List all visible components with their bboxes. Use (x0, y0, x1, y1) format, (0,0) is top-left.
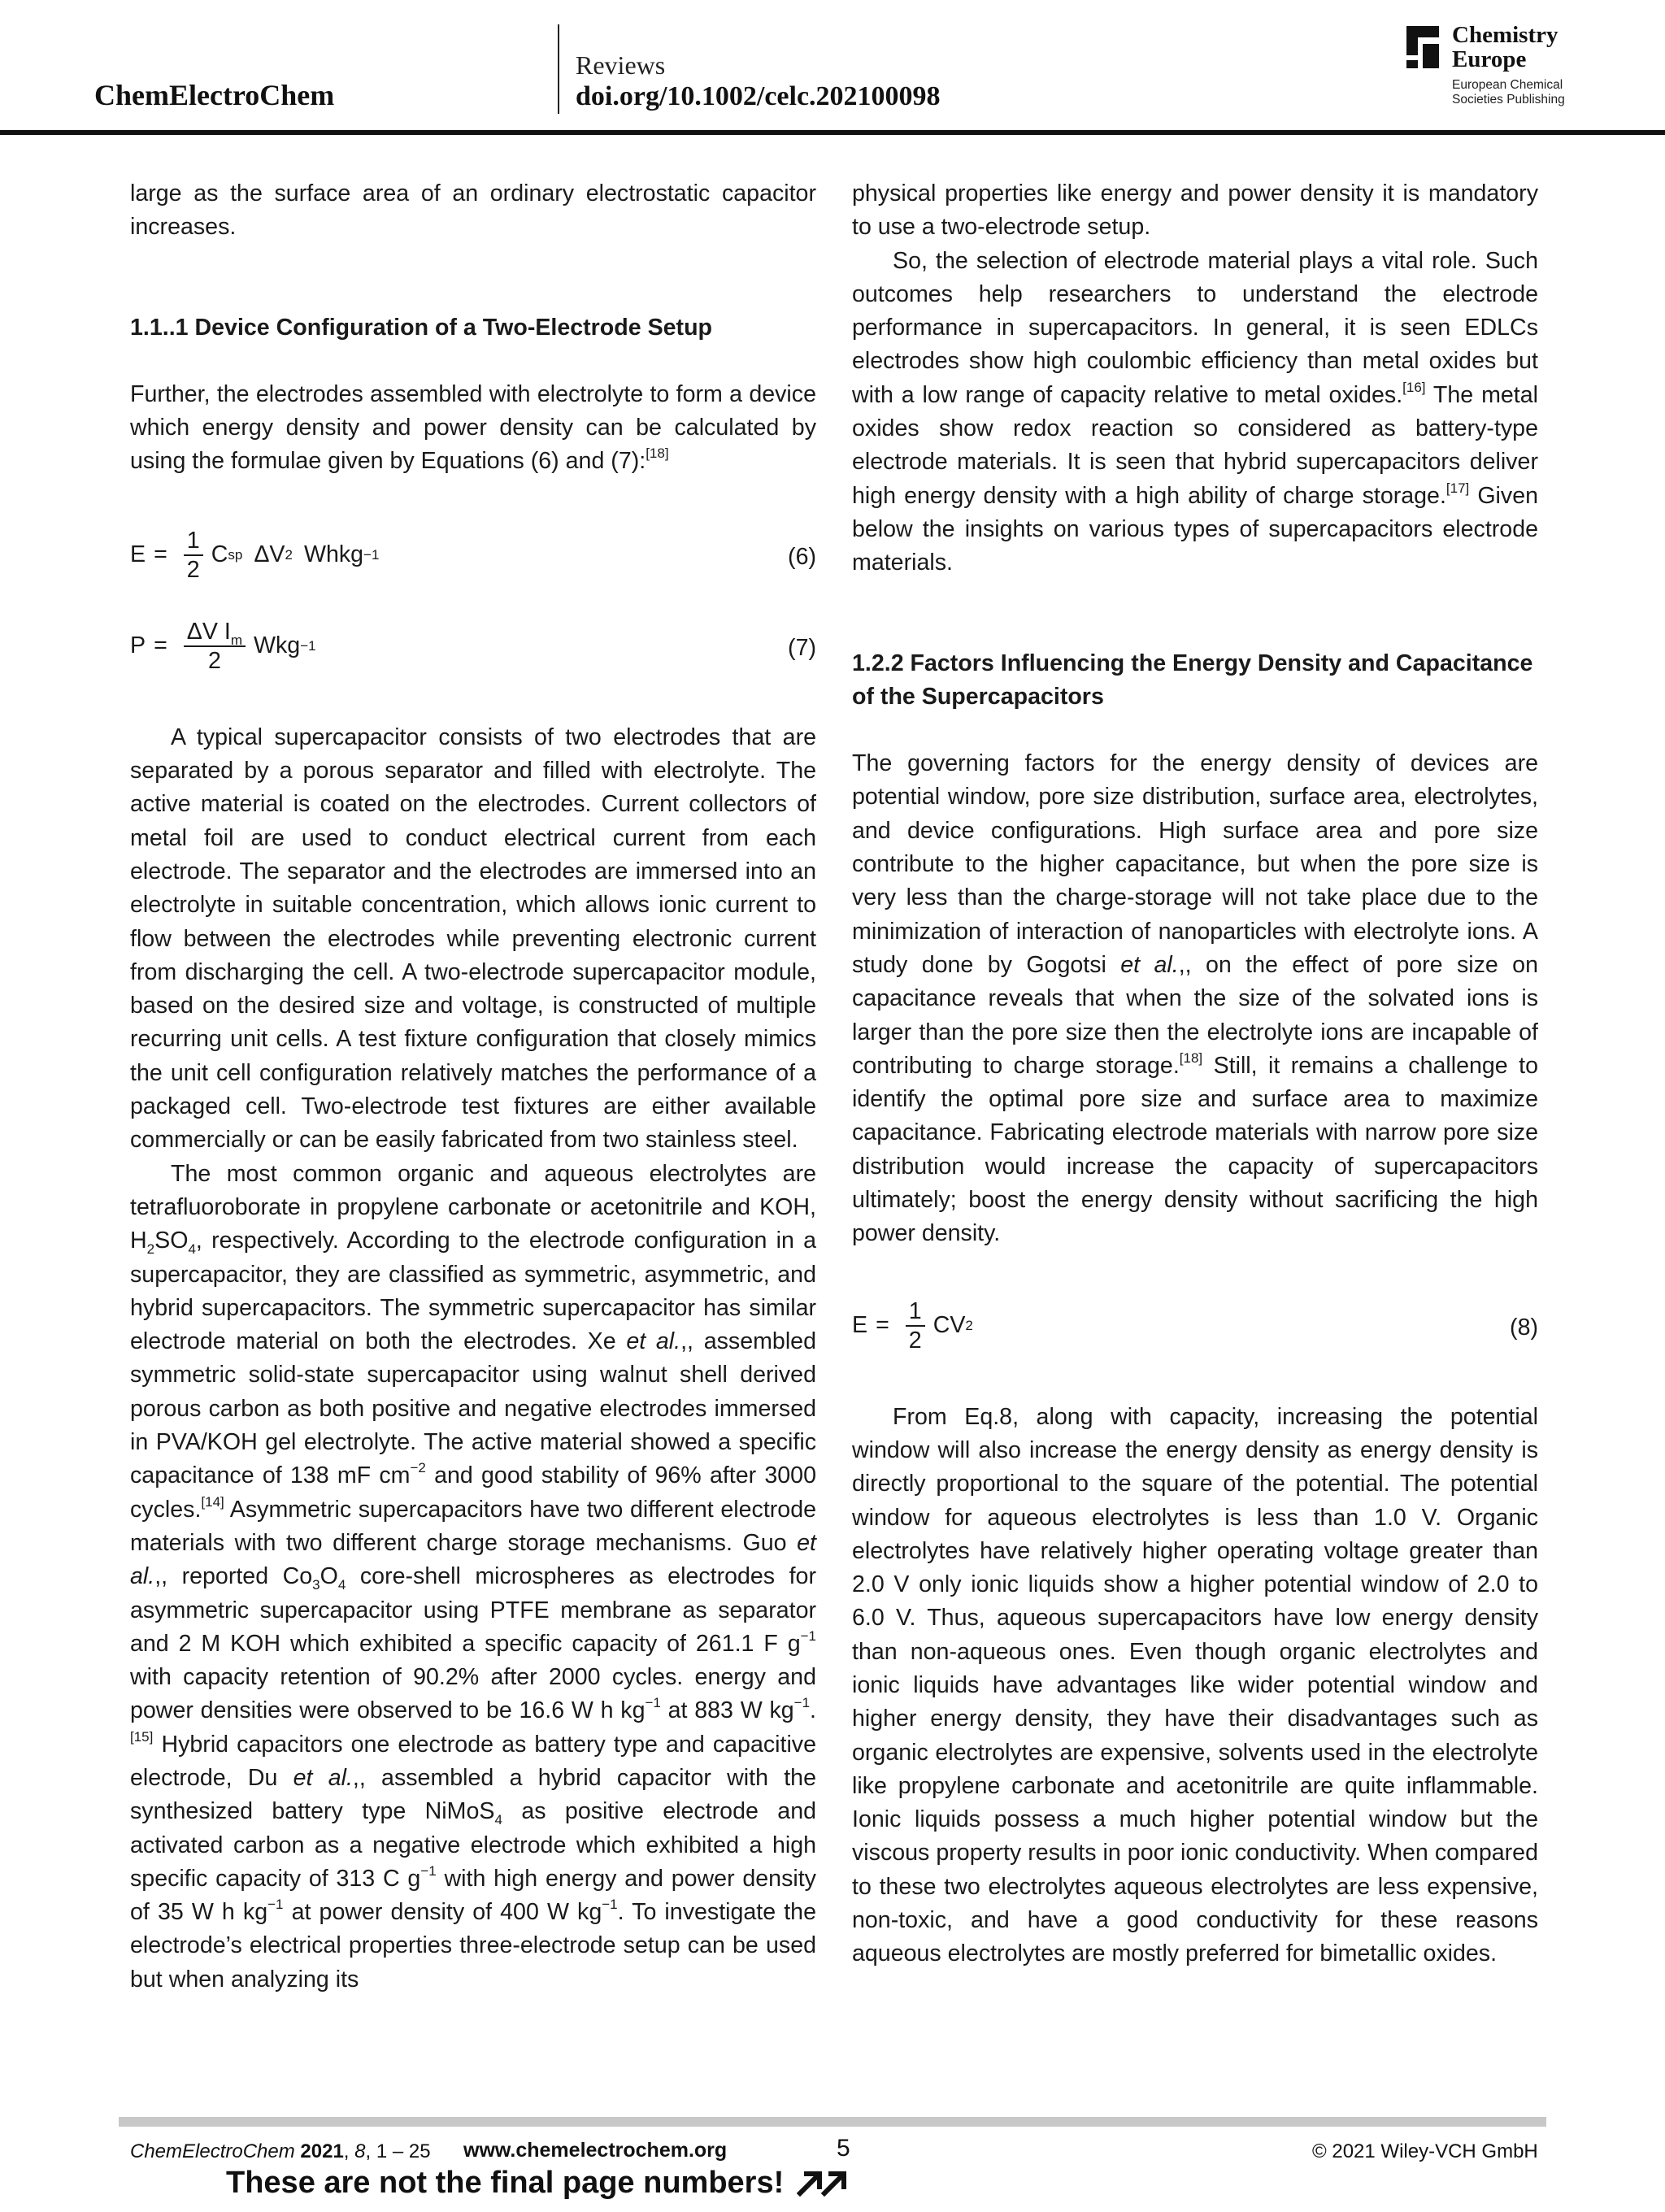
double-arrow-icon (795, 2167, 852, 2198)
equation-8: E = $\frac{1}{2}$ CV 2 (8) (852, 1297, 1538, 1354)
chemistry-europe-logo-icon (1406, 26, 1439, 68)
page-number-notice: These are not the final page numbers! (226, 2166, 785, 2200)
citation[interactable]: [18] (646, 445, 669, 462)
equation-6: E = $\frac{1}{2}$ C sp ΔV 2 Whkg −1 (6) (130, 527, 816, 583)
paragraph: The most common organic and aqueous electrolytes are tetrafluoroborate in propylene carbonate or acetonitrile and KOH, $H_2SO_4$, respectively. According to the electrode configuration in a supercapacitor, they are classified as symmetric, asymmetric, and hybrid supercapacitors. The symmetric supercapacitor has similar electrode material on both the electrodes. Xe et al.,, assembled symmetric solid-state supercapacitor using walnut shell derived porous carbon as both positive and negative electrodes immersed in PVA/KOH gel electrolyte. The active material showed a specific capacitance of 138 mF $cm^{-2}$ and good stability of 96% after 3000 cycles.[14] Asymmetric supercapacitors have two different electrode materials with two different charge storage mechanisms. Guo et al.,, reported $Co_3O_4$ core-shell microspheres as electrodes for asymmetric supercapacitor using PTFE membrane as separator and 2 M KOH which exhibited a specific capacity of 261.1 F $g^{-1}$ with capacity retention of 90.2% after 2000 cycles. energy and power densities were observed to be 16.6 W h $kg^{-1}$ at 883 W $kg^{-1}.[15]$ Hybrid capacitors one electrode as battery type and capacitive electrode, Du et al.,, assembled a hybrid capacitor with the synthesized battery type NiMoS$_4$ as positive electrode and activated carbon as a negative electrode which exhibited a high specific capacity of 313 C $g^{-1}$ with high energy and power density of 35 W h $kg^{-1}$ at power density of 400 W $kg^{-1}$. To investigate the electrode’s electrical properties three-electrode setup can be used but when analyzing its (130, 1160, 816, 1993)
equation-7: P = $\frac{\Delta V I_m}{2}$ Wkg −1 (7) (130, 618, 816, 674)
paragraph: large as the surface area of an ordinary electrostatic capacitor increases. (130, 180, 816, 241)
paragraph: Further, the electrodes assembled with electrolyte to form a device which energy density and power density can be calculated by using the formulae given by Equations (6) and (7):[18] (130, 380, 816, 475)
citation[interactable]: [14] (201, 1493, 224, 1510)
publisher-name: Chemistry Europe (1452, 22, 1558, 72)
footer-rule (119, 2117, 1546, 2127)
journal-name: ChemElectroChem (94, 79, 335, 111)
section-heading: 1.2.2 Factors Influencing the Energy Density and Capacitance of the Supercapacitors (852, 650, 1533, 710)
copyright: © 2021 Wiley-VCH GmbH (1312, 2140, 1538, 2162)
equation-number: (7) (788, 634, 816, 661)
header-rule (0, 130, 1665, 135)
doi-link[interactable]: doi.org/10.1002/celc.202100098 (576, 81, 941, 111)
equation-number: (8) (1510, 1314, 1538, 1341)
section-heading: 1.1..1 Device Configuration of a Two-Electrode Setup (130, 314, 713, 341)
paragraph: From Eq.8, along with capacity, increasing the potential window will also increase the energy density as energy density is directly proportional to the square of the potential. The potential window for aqueous electrolytes is less than 1.0 V. Organic electrolytes have relatively higher operating voltage greater than 2.0 V only ionic liquids show a higher potential window of 2.0 to 6.0 V. Thus, aqueous supercapacitors have low energy density than non-aqueous ones. Even though organic electrolytes and ionic liquids have advantages like wider potential window and higher energy density, they have their disadvantages such as organic electrolytes are expensive, solvents used in the electrolyte like propylene carbonate and acetonitrile are quite inflammable. Ionic liquids possess a much higher potential window but the viscous property results in poor ionic conductivity. When compared to these two electrolytes aqueous electrolytes are less expensive, non-toxic, and have a good conductivity for these reasons aqueous electrolytes are mostly preferred for bimetallic oxides. (852, 1403, 1538, 1967)
paragraph: physical properties like energy and power density it is mandatory to use a two-electrode setup. (852, 180, 1538, 241)
paragraph: A typical supercapacitor consists of two electrodes that are separated by a porous separator and filled with electrolyte. The active material is coated on the electrodes. Current collectors of metal foil are used to conduct electrical current from each electrode. The separator and the electrodes are immersed into an electrolyte in suitable concentration, which allows ionic current to flow between the electrodes while preventing electronic current from discharging the cell. A two-electrode supercapacitor module, based on the desired size and voltage, is constructed of multiple recurring unit cells. A test fixture configuration that closely mimics the unit cell configuration relatively matches the performance of a packaged cell. Two-electrode test fixtures are either available commercially or can be easily fabricated from two stainless steel. (130, 724, 816, 1154)
header-divider (558, 24, 559, 114)
footer-citation: ChemElectroChem 2021, 8, 1 – 25 (130, 2140, 431, 2162)
paragraph: So, the selection of electrode material plays a vital role. Such outcomes help researchers to understand the electrode performance in supercapacitors. In general, it is seen EDLCs electrodes show high coulombic efficiency than metal oxides but with a low range of capacity relative to metal oxides.[16] The metal oxides show redox reaction so considered as battery-type electrode materials. It is seen that hybrid supercapacitors deliver high energy density with a high ability of charge storage.[17] Given below the insights on various types of supercapacitors electrode materials. (852, 247, 1539, 576)
left-column (130, 177, 816, 1997)
citation[interactable]: [16] (1402, 379, 1426, 395)
paragraph: The governing factors for the energy density of devices are potential window, pore size distribution, surface area, electrolytes, and device configurations. High surface area and pore size contribute to the higher capacitance, but when the pore size is very less than the charge-storage will not take place due to the minimization of interaction of nanoparticles with electrolyte ions. A study done by Gogotsi et al.,, on the effect of pore size on capacitance reveals that when the size of the solvated ions is larger than the pore size then the electrolyte ions are incapable of contributing to charge storage.[18] Still, it remains a challenge to identify the optimal pore size and surface area to maximize capacitance. Fabricating electrode materials with narrow pore size distribution would increase the capacity of supercapacitors ultimately; boost the energy density without sacrificing the high power density. (852, 750, 1538, 1247)
right-column (852, 177, 1538, 1971)
equation-number: (6) (788, 543, 816, 570)
publisher-subtitle: European Chemical Societies Publishing (1452, 78, 1565, 106)
journal-url-link[interactable]: www.chemelectrochem.org (463, 2139, 728, 2162)
section-label: Reviews (576, 50, 666, 80)
citation[interactable]: [18] (1179, 1050, 1203, 1066)
page-number: 5 (837, 2135, 850, 2162)
citation[interactable]: [15] (130, 1728, 154, 1745)
citation[interactable]: [17] (1445, 480, 1470, 496)
